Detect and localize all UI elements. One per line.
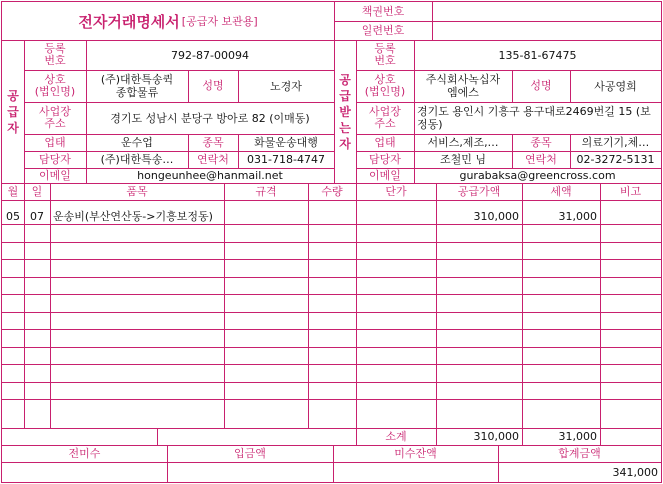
supplier-manager-label: 담당자 bbox=[39, 152, 71, 166]
supplier-phone-label: 연락처 bbox=[197, 152, 229, 166]
unpaid-label: 전미수 bbox=[68, 446, 101, 460]
supplier-name-value: (주)대한특송퀵 종합물류 bbox=[100, 73, 174, 99]
subtotal-label: 소계 bbox=[385, 429, 407, 443]
grid-line bbox=[2, 382, 662, 383]
grid-line bbox=[2, 347, 662, 348]
col-supply: 공급가액 bbox=[457, 184, 501, 198]
buyer-rep-value: 사공영희 bbox=[594, 79, 637, 93]
grid-line bbox=[356, 151, 662, 152]
received-value bbox=[167, 462, 333, 482]
buyer-type-label: 업태 bbox=[374, 135, 396, 149]
grid-line bbox=[2, 364, 662, 365]
buyer-email-label: 이메일 bbox=[369, 168, 401, 182]
grid-line bbox=[308, 183, 309, 428]
supplier-rep-value: 노경자 bbox=[270, 79, 302, 93]
supplier-addr-label: 사업장 주소 bbox=[39, 105, 71, 130]
buyer-reg-label: 등록 번호 bbox=[374, 42, 396, 67]
grid-line bbox=[24, 102, 334, 103]
row-note bbox=[600, 208, 661, 224]
supplier-type-label: 업태 bbox=[44, 135, 66, 149]
grid-line bbox=[86, 40, 87, 183]
grid-line bbox=[2, 224, 662, 225]
grid-line bbox=[24, 168, 334, 169]
grid-line bbox=[2, 277, 662, 278]
document-title bbox=[2, 2, 334, 40]
grid-line bbox=[333, 445, 334, 482]
grid-line bbox=[2, 399, 662, 400]
grid-line bbox=[356, 183, 357, 428]
grid-line bbox=[188, 70, 189, 102]
grid-line bbox=[24, 134, 334, 135]
supplier-rep-label: 성명 bbox=[202, 79, 224, 92]
supplier-email-value: hongeunhee@hanmail.net bbox=[137, 169, 283, 182]
col-day: 일 bbox=[31, 184, 43, 198]
total-label: 합계금액 bbox=[558, 446, 601, 460]
supplier-name-label: 상호 (법인명) bbox=[34, 73, 76, 98]
row-day: 07 bbox=[30, 209, 44, 223]
row-item: 운송비(부산연산동->기흥보정동) bbox=[53, 209, 213, 223]
grid-line bbox=[2, 40, 662, 41]
unpaid-value bbox=[2, 462, 167, 482]
grid-line bbox=[356, 428, 357, 445]
grid-line bbox=[356, 40, 357, 183]
supplier-side-label: 공 급 자 bbox=[7, 88, 19, 135]
grid-line bbox=[570, 70, 571, 102]
supplier-reg-value: 792-87-00094 bbox=[171, 48, 249, 62]
grid-line bbox=[2, 329, 662, 330]
grid-line bbox=[436, 428, 437, 445]
buyer-email-value: gurabaksa@greencross.com bbox=[459, 169, 616, 182]
grid-line bbox=[2, 259, 662, 260]
grid-line bbox=[24, 40, 25, 183]
buyer-reg-value: 135-81-67475 bbox=[498, 48, 577, 62]
grid-line bbox=[2, 242, 662, 243]
row-unit bbox=[356, 208, 436, 224]
buyer-manager-value: 조철민 님 bbox=[439, 153, 486, 166]
received-label: 입금액 bbox=[234, 446, 266, 460]
buyer-phone-value: 02-3272-5131 bbox=[576, 153, 655, 166]
supplier-item-label: 종목 bbox=[202, 135, 224, 149]
col-qty: 수량 bbox=[321, 184, 343, 198]
col-unit: 단가 bbox=[385, 184, 407, 198]
supplier-addr-value: 경기도 성남시 분당구 방아로 82 (이매동) bbox=[110, 111, 310, 125]
row-tax: 31,000 bbox=[558, 209, 597, 223]
supplier-manager-value: (주)대한특송… bbox=[100, 153, 174, 166]
grid-line bbox=[2, 445, 662, 446]
buyer-manager-label: 담당자 bbox=[369, 152, 401, 166]
grid-line bbox=[334, 21, 662, 22]
col-month: 월 bbox=[7, 184, 19, 198]
supplier-item-value: 화물운송대행 bbox=[254, 136, 318, 149]
grid-line bbox=[24, 151, 334, 152]
grid-line bbox=[238, 134, 239, 168]
col-spec: 규격 bbox=[255, 184, 277, 198]
grid-line bbox=[356, 168, 662, 169]
grid-line bbox=[24, 70, 334, 71]
buyer-type-value: 서비스,제조,… bbox=[427, 136, 499, 149]
grid-line bbox=[2, 428, 662, 429]
grid-line bbox=[522, 183, 523, 428]
col-note: 비고 bbox=[619, 184, 642, 198]
grid-line bbox=[522, 428, 523, 445]
grid-line bbox=[512, 134, 513, 168]
book-number-label: 책권번호 bbox=[361, 4, 405, 18]
grid-line bbox=[238, 70, 239, 102]
col-tax: 세액 bbox=[550, 184, 572, 198]
grid-line bbox=[24, 183, 25, 428]
buyer-item-value: 의료기기,체… bbox=[581, 136, 650, 149]
buyer-item-label: 종목 bbox=[530, 135, 552, 149]
buyer-addr-value: 경기도 용인시 기흥구 용구대로2469번길 15 (보정동) bbox=[417, 105, 651, 131]
row-supply: 310,000 bbox=[473, 209, 519, 223]
grid-line bbox=[2, 462, 662, 463]
buyer-addr-label: 사업장 주소 bbox=[369, 105, 401, 130]
grid-line bbox=[356, 134, 662, 135]
serial-number-label: 일련번호 bbox=[361, 23, 405, 37]
supplier-phone-value: 031-718-4747 bbox=[247, 153, 325, 166]
subtotal-supply: 310,000 bbox=[473, 430, 519, 443]
grid-line bbox=[2, 312, 662, 313]
buyer-name-label: 상호 (법인명) bbox=[364, 73, 406, 98]
subtotal-tax: 31,000 bbox=[558, 430, 597, 443]
grid-line bbox=[356, 102, 662, 103]
total-value: 341,000 bbox=[612, 465, 658, 479]
balance-label: 미수잔액 bbox=[394, 446, 437, 460]
grid-line bbox=[50, 183, 51, 428]
grid-line bbox=[356, 70, 662, 71]
buyer-phone-label: 연락처 bbox=[525, 152, 557, 166]
grid-line bbox=[570, 134, 571, 168]
grid-line bbox=[2, 200, 662, 201]
supplier-reg-label: 등록 번호 bbox=[44, 42, 66, 67]
transaction-statement bbox=[1, 1, 662, 483]
grid-line bbox=[334, 2, 335, 183]
grid-line bbox=[224, 183, 225, 428]
row-spec bbox=[224, 208, 308, 224]
col-item: 품목 bbox=[126, 184, 148, 198]
grid-line bbox=[498, 445, 499, 482]
grid-line bbox=[2, 183, 662, 184]
grid-line bbox=[600, 428, 601, 445]
buyer-rep-label: 성명 bbox=[530, 79, 552, 92]
grid-line bbox=[414, 40, 415, 183]
title-main: 전자거래명세서 bbox=[78, 12, 180, 31]
grid-line bbox=[432, 2, 433, 40]
grid-line bbox=[436, 183, 437, 428]
buyer-name-value: 주식회사녹십자 엠에스 bbox=[425, 73, 501, 99]
supplier-email-label: 이메일 bbox=[39, 168, 71, 182]
row-month: 05 bbox=[6, 209, 20, 223]
row-qty bbox=[308, 208, 356, 224]
grid-line bbox=[600, 183, 601, 428]
title-sub: [공급자 보관용] bbox=[181, 15, 258, 28]
buyer-side-label: 공 급 받 는 자 bbox=[339, 72, 351, 151]
grid-line bbox=[188, 134, 189, 168]
grid-line bbox=[167, 445, 168, 482]
grid-line bbox=[2, 294, 662, 295]
grid-line bbox=[512, 70, 513, 102]
supplier-type-value: 운수업 bbox=[121, 136, 153, 149]
balance-value bbox=[333, 462, 498, 482]
grid-line bbox=[157, 428, 158, 445]
